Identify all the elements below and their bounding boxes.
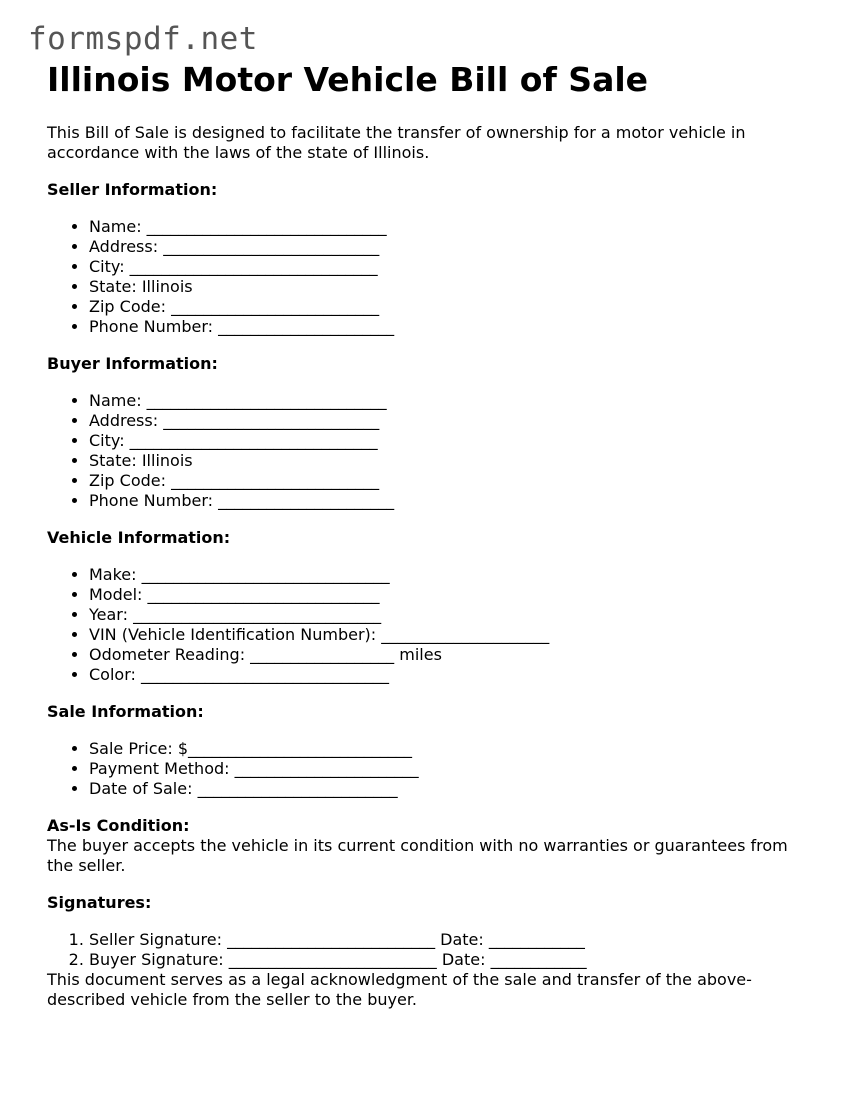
seller-list: [47, 217, 817, 337]
buyer-name-field: • Name: ______________________________: [89, 391, 817, 411]
buyer-city-field: • City: _______________________________: [89, 431, 817, 451]
buyer-heading: Buyer Information:: [47, 354, 218, 373]
as-is-heading: As-Is Condition:: [47, 816, 190, 835]
vehicle-list: [47, 565, 817, 685]
vehicle-make-field: • Make: _______________________________: [89, 565, 817, 585]
buyer-list: [47, 391, 817, 511]
closing-paragraph: This document serves as a legal acknowledgment of the sale and transfer of the above-described vehicle from the seller to the buyer.: [47, 970, 752, 1009]
buyer-signature-line: 2. Buyer Signature: __________________________ Date: ____________: [89, 950, 817, 970]
sale-list: [47, 739, 817, 799]
seller-city-field: • City: _______________________________: [89, 257, 817, 277]
vehicle-heading: Vehicle Information:: [47, 528, 231, 547]
buyer-zip-field: • Zip Code: __________________________: [89, 471, 817, 491]
vehicle-odometer-field: • Odometer Reading: __________________ miles: [89, 645, 817, 665]
seller-heading: Seller Information:: [47, 180, 218, 199]
buyer-address-field: • Address: ___________________________: [89, 411, 817, 431]
vehicle-year-field: • Year: _______________________________: [89, 605, 817, 625]
intro-paragraph: This Bill of Sale is designed to facilitate the transfer of ownership for a motor vehicle in accordance with the laws of the state of Illinois.: [47, 123, 746, 162]
watermark-logo: formspdf.net: [28, 21, 258, 57]
buyer-phone-field: • Phone Number: ______________________: [89, 491, 817, 511]
vehicle-vin-field: • VIN (Vehicle Identification Number): _____________________: [89, 625, 817, 645]
signatures-heading: Signatures:: [47, 893, 152, 912]
seller-name-field: • Name: ______________________________: [89, 217, 817, 237]
seller-state-field: • State: Illinois: [89, 277, 817, 297]
seller-signature-line: 1. Seller Signature: __________________________ Date: ____________: [89, 930, 817, 950]
payment-method-field: • Payment Method: _______________________: [89, 759, 817, 779]
seller-phone-field: • Phone Number: ______________________: [89, 317, 817, 337]
as-is-paragraph: The buyer accepts the vehicle in its current condition with no warranties or guarantees from the seller.: [47, 836, 788, 875]
signatures-list: [47, 930, 817, 970]
sale-heading: Sale Information:: [47, 702, 204, 721]
seller-address-field: • Address: ___________________________: [89, 237, 817, 257]
sale-price-field: • Sale Price: $____________________________: [89, 739, 817, 759]
vehicle-color-field: • Color: _______________________________: [89, 665, 817, 685]
page-title: Illinois Motor Vehicle Bill of Sale: [47, 60, 649, 99]
buyer-state-field: • State: Illinois: [89, 451, 817, 471]
document-page: [47, 60, 817, 1010]
date-of-sale-field: • Date of Sale: _________________________: [89, 779, 817, 799]
seller-zip-field: • Zip Code: __________________________: [89, 297, 817, 317]
vehicle-model-field: • Model: _____________________________: [89, 585, 817, 605]
